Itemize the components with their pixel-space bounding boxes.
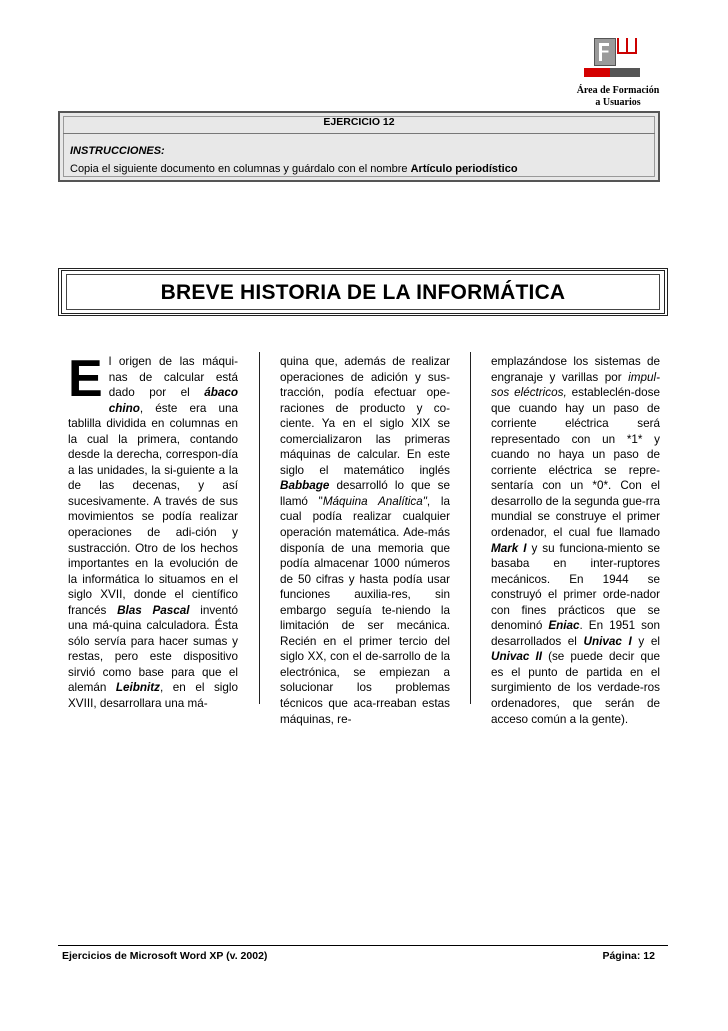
emphasis-univac-i: Univac I <box>583 634 632 648</box>
column-text: , éste era una tablilla dividida en columnas en la cual la primera, contando desde la derecha, correspon-día a las unidades, la si-guiente a la de las decenas, y así sucesivamente. A través de sus movimientos se podía realizar operaciones de adi-ción y sustracción. Otro de los hechos importantes en la evolución de la informática lo situamos en el siglo XVII, donde el científico francés <box>68 401 238 617</box>
column-text: , la cual podía realizar cualquier operación matemática. Ade-más disponía de una memoria que podía almacenar 1000 números de 50 cifras y hasta podía usar funciones auxilia-res, sin embargo seguía te-niendo la limitación de ser mecánica. Recién en el primer tercio del siglo XX, con el de-sarrollo de la electrónica, se empiezan a solucionar los problemas técnicos que aca-rreaban estas máquinas, re- <box>280 494 450 726</box>
logo-text <box>570 85 666 109</box>
emphasis-maquina-analitica: Máquina Analítica" <box>322 494 427 508</box>
emphasis-impulsos: impul-sos eléctricos, <box>491 370 660 400</box>
emphasis-babbage: Babbage <box>280 479 330 493</box>
column-text: l origen de las máqui-nas de calcular está dado por el <box>108 355 238 400</box>
column-text: emplazándose los sistemas de engranaje y varillas por <box>491 355 660 384</box>
footer-left: Ejercicios de Microsoft Word XP (v. 2002) <box>62 950 268 962</box>
column-separator <box>470 352 471 704</box>
logo-graphic <box>584 34 640 82</box>
logo-line-2: a Usuarios <box>595 97 641 108</box>
exercise-box <box>58 111 660 182</box>
logo-book-icon <box>617 38 637 54</box>
emphasis-mark-i: Mark I <box>491 541 527 555</box>
emphasis-leibnitz: Leibnitz <box>115 681 161 695</box>
article-column-1 <box>68 350 238 712</box>
column-text: estableclén-dose que cuando hay un paso de corriente eléctrica será representado con un *1* y cuando no haya un paso de corriente eléctrica se repre-sentaría con un *0*. Con el desarrollo de la segunda gue-rra mundial se construye el primer ordenador, el cual fue llamado <box>491 386 660 540</box>
column-text: , en el siglo XVIII, desarrollara una má- <box>68 681 238 711</box>
logo <box>578 34 658 109</box>
article-title: BREVE HISTORIA DE LA INFORMÁTICA <box>160 281 566 304</box>
column-text: (se puede decir que es el punto de partida en el surgimiento de los verdade-ros ordenadores, que serán de acceso común a la gente). <box>491 650 660 726</box>
column-text: . En 1951 son desarrollados el <box>491 619 660 648</box>
page-number: Página: 12 <box>602 950 655 962</box>
column-separator <box>259 352 260 704</box>
article-column-3 <box>491 354 660 727</box>
emphasis-pascal: Blas Pascal <box>117 603 190 617</box>
emphasis-abaco: ábaco chino <box>108 386 238 415</box>
instructions-text <box>70 163 518 175</box>
exercise-divider <box>63 133 655 134</box>
column-text: y el <box>631 634 660 648</box>
article-title-box <box>58 268 668 316</box>
article-column-2 <box>280 354 450 727</box>
exercise-title: EJERCICIO 12 <box>323 116 395 128</box>
logo-line-1: Área de Formación <box>576 85 660 96</box>
instructions-label: INSTRUCCIONES: <box>70 145 165 157</box>
logo-bars <box>584 68 640 77</box>
drop-cap: E <box>68 350 103 408</box>
instructions-body: Copia el siguiente documento en columnas y guárdalo con el nombre <box>70 163 411 175</box>
logo-f-icon <box>594 38 616 66</box>
column-text: y su funciona-miento se basaba en inter-ruptores mecánicos. En 1944 se construyó el primer orde-nador con fines prácticos que se denominó <box>491 541 661 633</box>
column-text: quina que, además de realizar operaciones de adición y sus-tracción, podía efectuar ope-raciones de producto y co-ciente. Ya en el siglo XIX se comercializaron las primeras máquinas de calcular. En este siglo el matemático inglés <box>280 355 450 477</box>
emphasis-eniac: Eniac <box>548 619 580 633</box>
instructions-filename: Artículo periodístico <box>410 163 518 175</box>
column-text: inventó una má-quina calculadora. Ésta sólo servía para hacer sumas y restas, pero este dispositivo sirvió como base para que el alemán <box>68 603 238 695</box>
column-text: desarrolló lo que se llamó " <box>280 479 450 508</box>
emphasis-univac-ii: Univac II <box>491 650 542 664</box>
footer-divider <box>58 945 668 946</box>
